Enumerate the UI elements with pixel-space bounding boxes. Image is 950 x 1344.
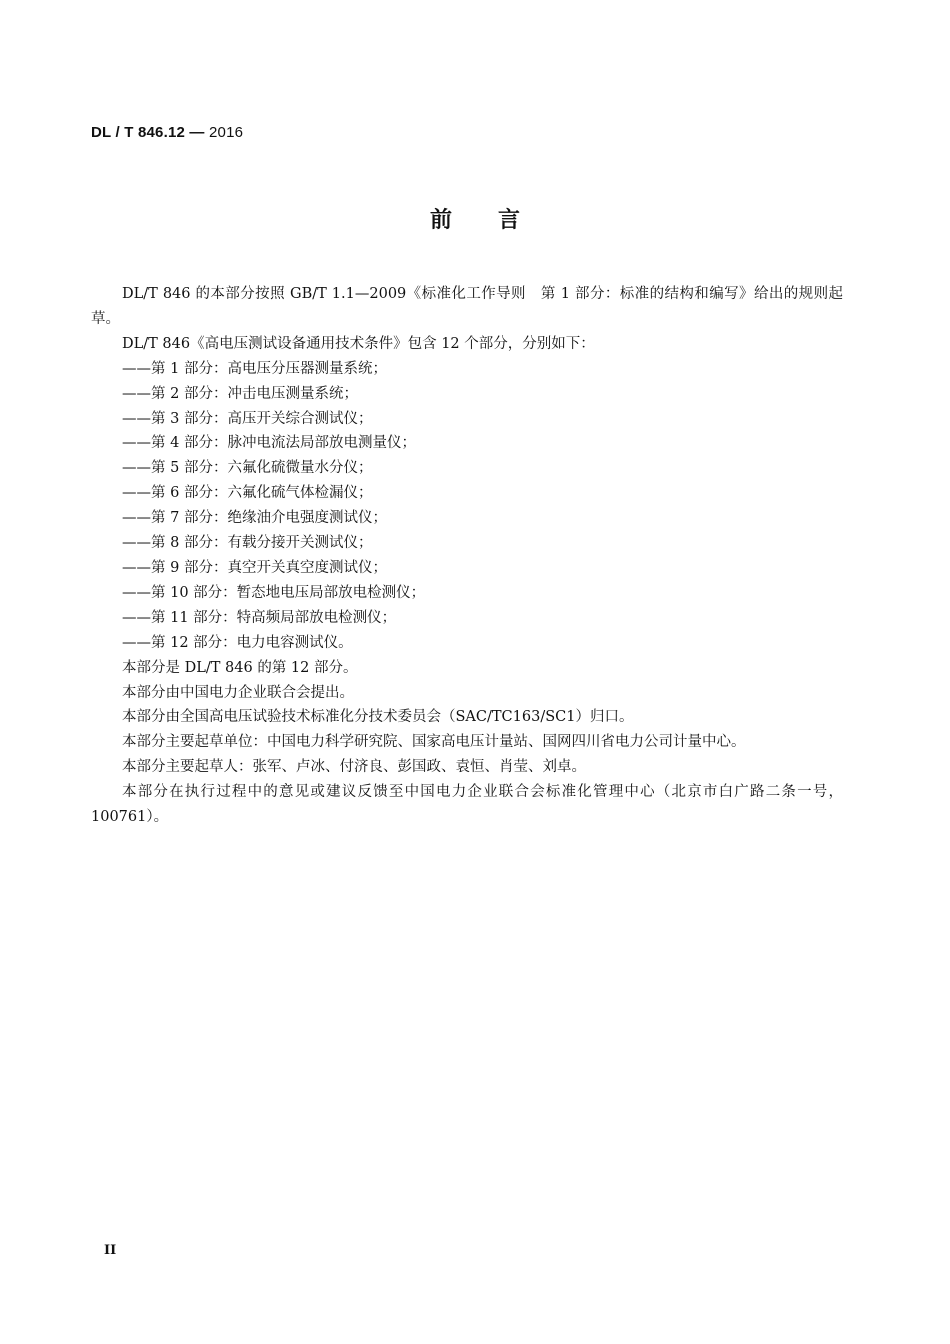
document-code bbox=[91, 124, 243, 141]
paragraph-drafters: 本部分主要起草人：张军、卢冰、付济良、彭国政、袁恒、肖莹、刘卓。 bbox=[122, 759, 586, 776]
document-code-number: DL / T 846.12 bbox=[91, 124, 186, 141]
document-code-year: 2016 bbox=[208, 124, 244, 141]
list-item: ——第 12 部分：电力电容测试仪。 bbox=[122, 634, 353, 651]
list-item: ——第 4 部分：脉冲电流法局部放电测量仪； bbox=[122, 435, 416, 452]
list-item: ——第 2 部分：冲击电压测量系统； bbox=[122, 385, 358, 402]
list-item: ——第 1 部分：高电压分压器测量系统； bbox=[122, 360, 387, 377]
page-title: 前言 bbox=[429, 208, 566, 233]
paragraph-parts-intro: DL/T 846《高电压测试设备通用技术条件》包含 12 个部分，分别如下： bbox=[122, 335, 595, 352]
document-code-separator: — bbox=[185, 124, 209, 141]
list-item: ——第 10 部分：暂态地电压局部放电检测仪； bbox=[122, 584, 426, 601]
list-item: ——第 8 部分：有载分接开关测试仪； bbox=[122, 535, 373, 552]
foreword-body bbox=[91, 282, 843, 830]
list-item: ——第 9 部分：真空开关真空度测试仪； bbox=[122, 559, 387, 576]
paragraph-feedback: 本部分在执行过程中的意见或建议反馈至中国电力企业联合会标准化管理中心（北京市白广路二条一号，100761）。 bbox=[91, 784, 843, 826]
paragraph-proposer: 本部分由中国电力企业联合会提出。 bbox=[122, 684, 354, 701]
list-item: ——第 5 部分：六氟化硫微量水分仪； bbox=[122, 460, 373, 477]
list-item: ——第 7 部分：绝缘油介电强度测试仪； bbox=[122, 510, 387, 527]
list-item: ——第 11 部分：特高频局部放电检测仪； bbox=[122, 609, 397, 626]
paragraph-drafting-rules: DL/T 846 的本部分按照 GB/T 1.1—2009《标准化工作导则 第 1 部分：标准的结构和编写》给出的规则起草。 bbox=[91, 286, 843, 327]
list-item: ——第 6 部分：六氟化硫气体检漏仪； bbox=[122, 485, 373, 502]
paragraph-committee: 本部分由全国高电压试验技术标准化分技术委员会（SAC/TC163/SC1）归口。 bbox=[122, 709, 634, 726]
list-item: ——第 3 部分：高压开关综合测试仪； bbox=[122, 410, 373, 427]
page-number: II bbox=[104, 1243, 117, 1258]
paragraph-drafting-units: 本部分主要起草单位：中国电力科学研究院、国家高电压计量站、国网四川省电力公司计量中心。 bbox=[122, 734, 746, 751]
paragraph-part-number: 本部分是 DL/T 846 的第 12 部分。 bbox=[122, 659, 358, 676]
